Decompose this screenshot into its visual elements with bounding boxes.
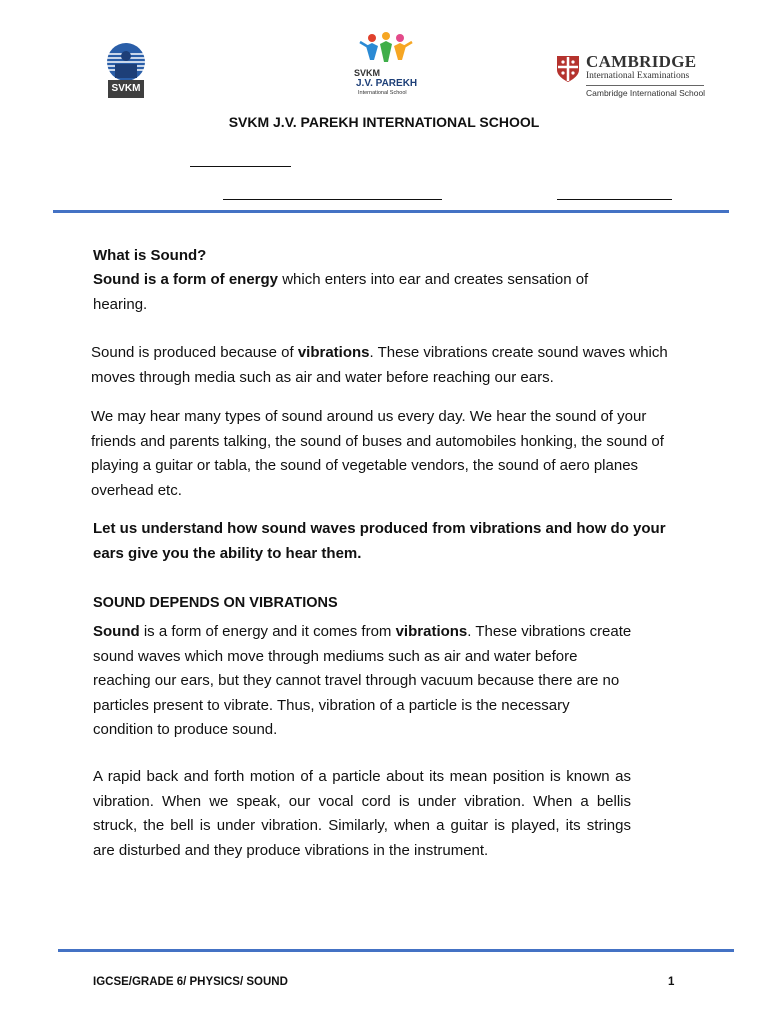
header-rule [53,210,729,213]
blank-line-2 [223,199,442,200]
p3-text: We may hear many types of sound around us every day. We hear the sound of your friends and parents talking, the sound of buses and automobiles honking, the sound of playing a guitar or tabla, the sound of vegetable vendors, the sound of aero planes overhead etc. [91,408,664,499]
p1-bold: Sound is a form of energy [93,271,279,288]
school-name: SVKM J.V. PAREKH INTERNATIONAL SCHOOL [228,114,540,130]
p5-rest: . These vibrations create sound waves which move through mediums such as air and water before reaching our ears, but they cannot travel through vacuum because there are no particles present to vibrate. Thus, vibration of a particle is the necessary condition to produce sound. [93,623,632,738]
jv-parekh-logo [352,32,420,100]
p1-rest: which enters into ear and creates sensation of hearing. [93,271,589,313]
cambridge-shield-icon [556,55,580,83]
jvp-logo-line3: International School [358,90,407,96]
p6-text: A rapid back and forth motion of a particle about its mean position is known as vibration. When we speak, our vocal cord is under vibration. When a bellis struck, the bell is under vibration. Similarly, when a guitar is played, its strings are disturbed and they produce vibrations in the instrument. [93,768,631,859]
p5-mid: is a form of energy and it comes from [139,623,396,640]
cambridge-title: CAMBRIDGE [586,52,697,71]
p4-bold: Let us understand how sound waves produced from vibrations and how do your ears give you the ability to hear them. [93,520,666,562]
q1-heading [93,244,665,269]
jvp-logo-line2: J.V. PAREKH [356,78,418,89]
q1-heading-text: What is Sound? [93,247,207,264]
paragraph-6 [93,765,631,863]
section-heading [93,591,665,616]
blank-line-1 [190,166,291,167]
p5-bold-1: Sound [93,623,140,640]
svkm-logo-text: SVKM [111,83,141,94]
paragraph-4 [93,517,668,566]
svkm-logo [100,42,152,100]
footer-label: IGCSE/GRADE 6/ PHYSICS/ SOUND [93,976,288,988]
p2-start: Sound is produced because of [91,344,298,361]
jvp-logo-line1: SVKM [354,68,381,78]
paragraph-1 [93,268,638,317]
cambridge-logo [556,52,706,100]
paragraph-5 [93,620,633,743]
cambridge-school: Cambridge International School [586,88,706,98]
p2-bold: vibrations [297,344,370,361]
paragraph-3 [91,405,669,503]
section-heading-text: SOUND DEPENDS ON VIBRATIONS [93,595,338,611]
people-emblem-icon [352,32,420,72]
p2-rest: . These vibrations create sound waves which moves through media such as air and water before reaching our ears. [91,344,668,386]
page-number: 1 [668,976,675,988]
blank-line-3 [557,199,672,200]
p5-bold-2: vibrations [395,623,468,640]
paragraph-2 [91,341,673,390]
cambridge-subtitle: International Examinations [586,71,690,81]
cambridge-divider [586,85,704,86]
footer-rule [58,949,734,952]
